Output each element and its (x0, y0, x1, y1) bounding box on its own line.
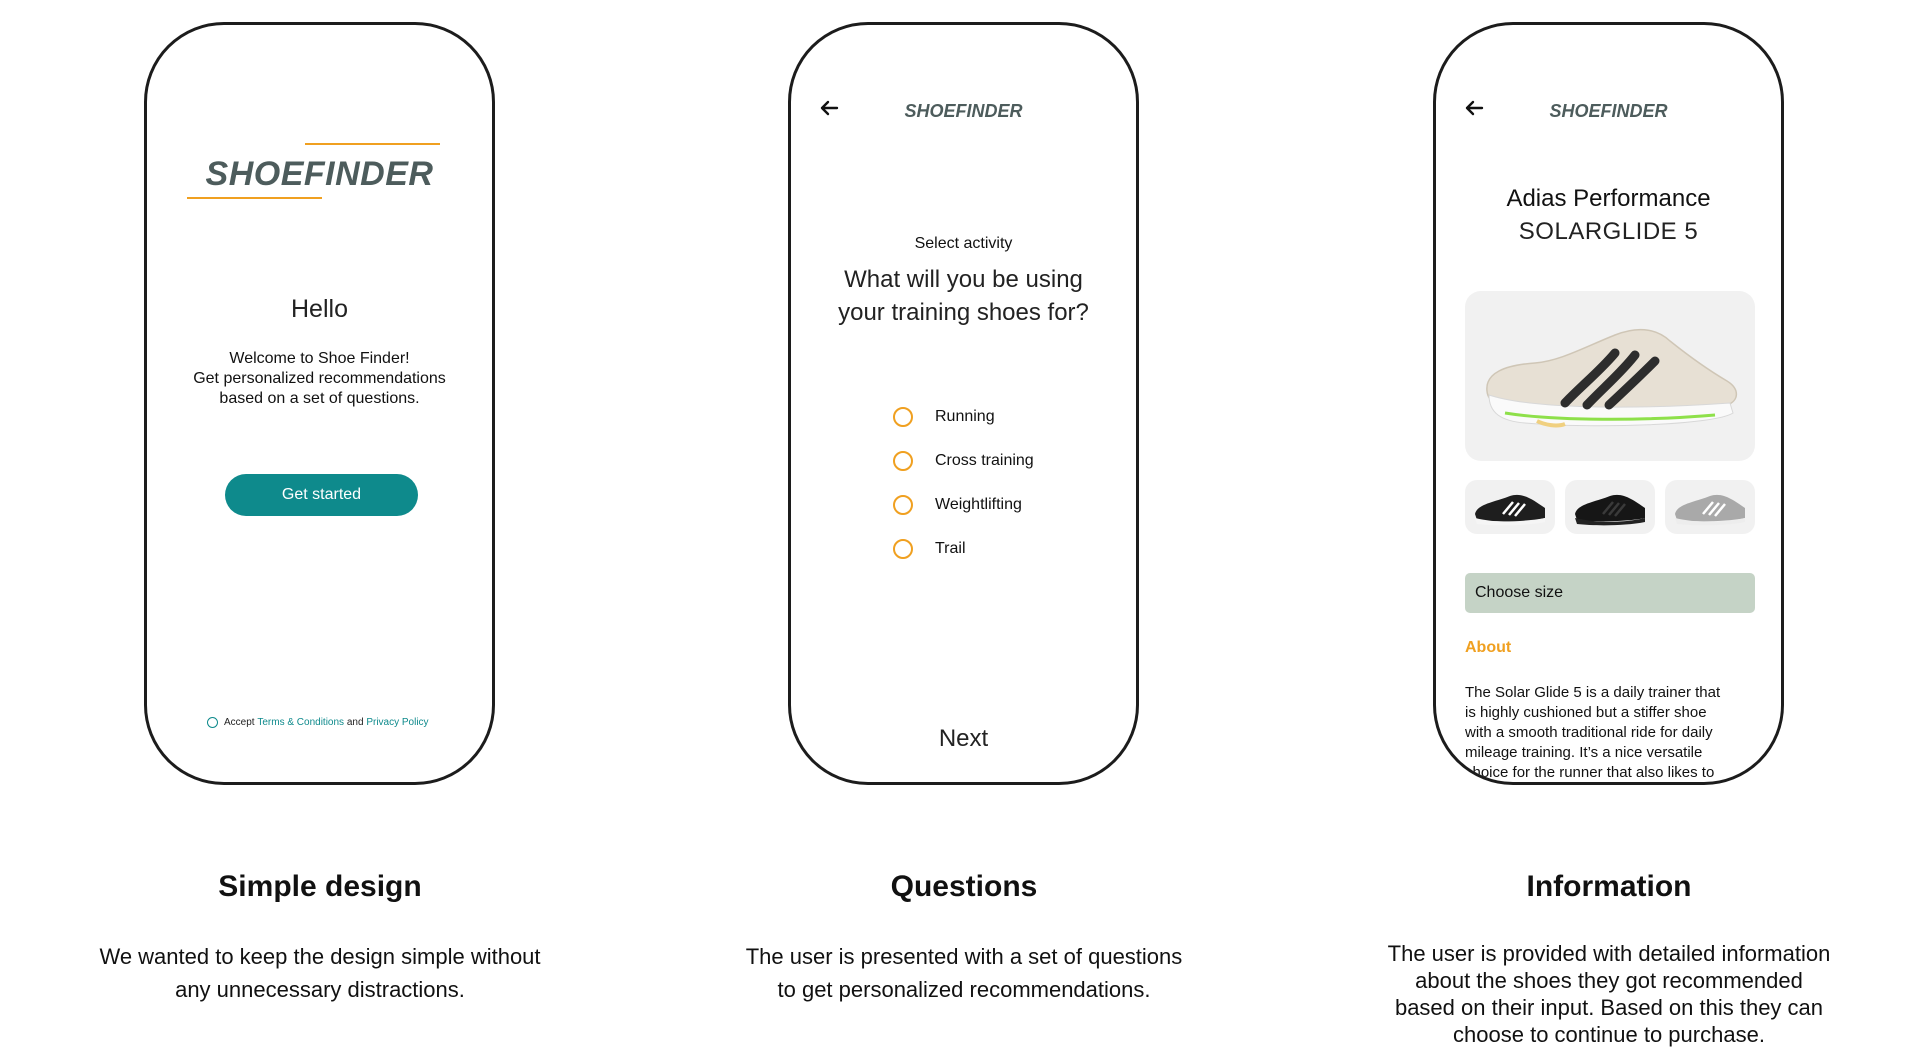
option-weightlifting[interactable] (893, 495, 1022, 515)
privacy-policy-link[interactable]: Privacy Policy (366, 717, 429, 728)
accept-terms-row (207, 717, 429, 728)
accept-terms-radio[interactable] (207, 717, 218, 728)
about-heading: About (1465, 639, 1512, 656)
logo-accent-line-top (305, 143, 440, 145)
radio-button[interactable] (893, 495, 913, 515)
choose-size-button[interactable]: Choose size (1465, 573, 1755, 613)
shoe-thumbnail-illustration (1665, 480, 1755, 534)
welcome-line: Get personalized recommendations (193, 370, 446, 387)
information-screen-phone (1433, 22, 1784, 785)
caption-line: We wanted to keep the design simple without (99, 944, 541, 969)
radio-button[interactable] (893, 407, 913, 427)
option-trail[interactable] (893, 539, 966, 559)
shoefinder-logo: SHOEFINDER (1549, 101, 1668, 121)
caption-text (664, 940, 1264, 1006)
shoe-illustration (1465, 291, 1755, 461)
option-label: Trail (935, 540, 966, 557)
next-button[interactable]: Next (938, 725, 989, 752)
question-line: your training shoes for? (838, 299, 1089, 326)
shoe-brand: Adias Performance (1506, 185, 1711, 212)
caption-line: choose to continue to purchase. (1453, 1022, 1765, 1047)
caption-text (1309, 940, 1909, 1048)
radio-button[interactable] (893, 539, 913, 559)
about-line: with a smooth traditional ride for daily (1465, 724, 1713, 741)
caption-line: based on their input. Based on this they can (1394, 995, 1824, 1020)
shoe-model: SOLARGLIDE 5 (1518, 218, 1699, 245)
welcome-screen-phone (144, 22, 495, 785)
accept-joiner: and (346, 717, 364, 728)
shoe-main-image[interactable] (1465, 291, 1755, 461)
questions-screen-phone (788, 22, 1139, 785)
question-subtitle: Select activity (914, 235, 1013, 252)
greeting-heading: Hello (291, 295, 348, 323)
caption-line: to get personalized recommendations. (777, 977, 1151, 1002)
welcome-line: based on a set of questions. (219, 390, 420, 407)
about-line: is highly cushioned but a stiffer shoe (1465, 704, 1707, 721)
question-title (791, 263, 1136, 329)
shoefinder-logo: SHOEFINDER (904, 101, 1023, 121)
shoe-thumbnail[interactable] (1465, 480, 1555, 534)
radio-button[interactable] (893, 451, 913, 471)
option-label: Running (935, 408, 995, 425)
get-started-button[interactable]: Get started (225, 474, 418, 516)
welcome-line: Welcome to Shoe Finder! (229, 350, 410, 367)
caption-text (20, 940, 620, 1006)
shoe-thumbnail-illustration (1465, 480, 1555, 534)
caption-line: The user is provided with detailed information (1387, 941, 1831, 966)
caption-title: Simple design (218, 870, 422, 903)
about-line: choice for the runner that also likes to (1465, 764, 1715, 781)
caption-title: Questions (890, 870, 1038, 903)
about-description (1465, 683, 1765, 783)
option-running[interactable] (893, 407, 995, 427)
caption-line: The user is presented with a set of questions (745, 944, 1183, 969)
question-line: What will you be using (844, 266, 1083, 293)
shoefinder-logo: SHOEFINDER (205, 155, 434, 193)
about-line: mileage training. It’s a nice versatile (1465, 744, 1703, 761)
shoe-thumbnail-illustration (1565, 480, 1655, 534)
option-label: Cross training (935, 452, 1034, 469)
about-line: The Solar Glide 5 is a daily trainer that (1465, 684, 1721, 701)
accept-label: Accept (224, 717, 255, 728)
shoe-thumbnail[interactable] (1665, 480, 1755, 534)
option-label: Weightlifting (935, 496, 1022, 513)
welcome-text (147, 349, 492, 409)
caption-title: Information (1526, 870, 1692, 903)
option-cross-training[interactable] (893, 451, 1034, 471)
caption-line: any unnecessary distractions. (175, 977, 465, 1002)
shoe-thumbnail[interactable] (1565, 480, 1655, 534)
terms-link[interactable]: Terms & Conditions (257, 717, 345, 728)
logo-accent-line-bottom (187, 197, 322, 199)
caption-line: about the shoes they got recommended (1415, 968, 1803, 993)
